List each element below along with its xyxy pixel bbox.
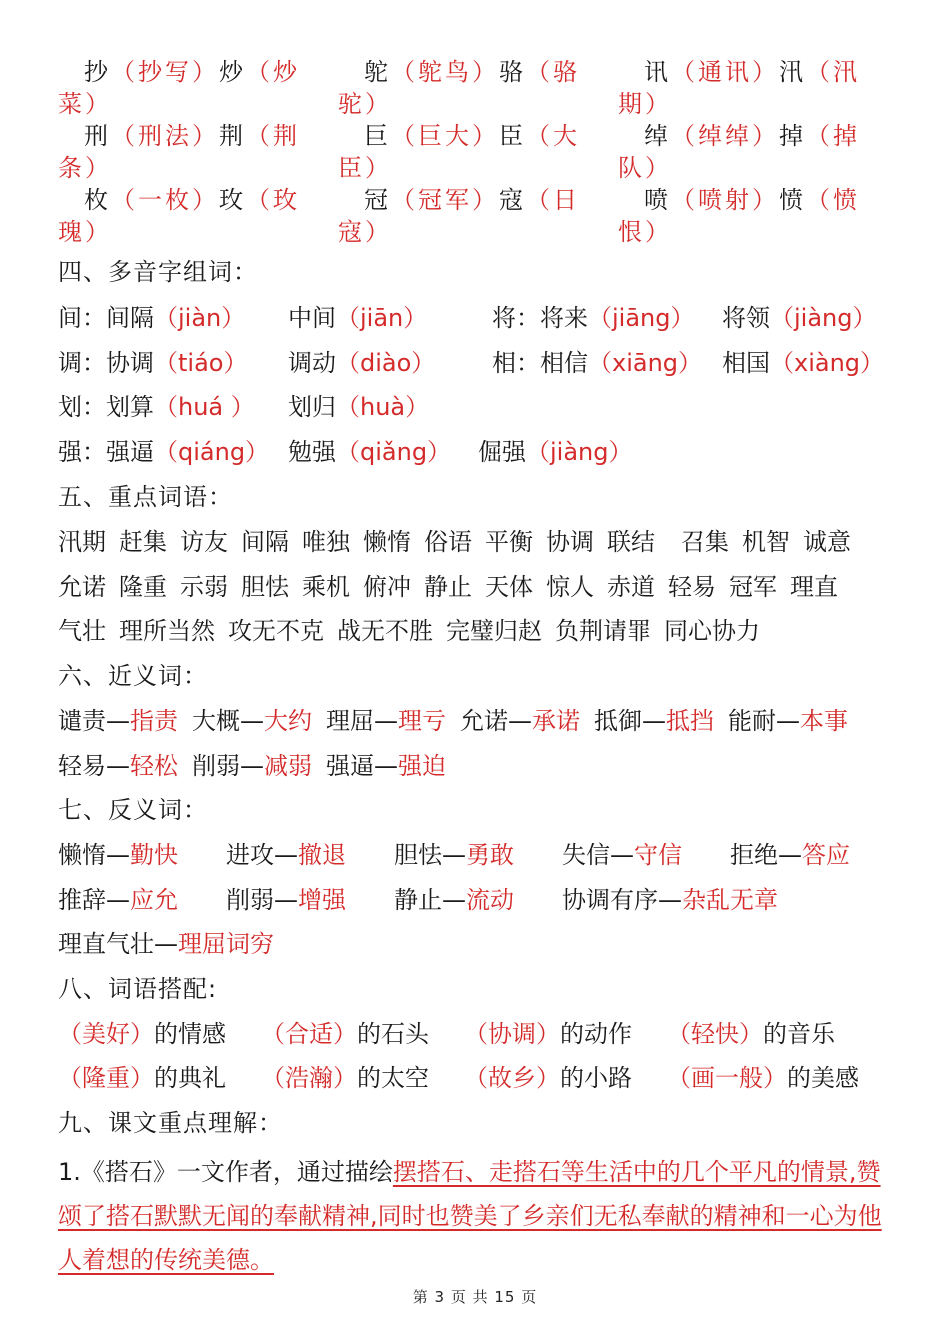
char-pair-cell: 绰（绰绰）掉（掉队） bbox=[618, 122, 860, 182]
char-pair-cell: 冠（冠军）寇（日寇） bbox=[338, 186, 580, 246]
understanding-paragraph: 1.《搭石》一文作者，通过描绘摆搭石、走搭石等生活中的几个平凡的情景,赞颂了搭石默默无闻的奉献精神,同时也赞美了乡亲们无私奉献的精神和一心为他人着想的传统美德。 bbox=[58, 1158, 882, 1274]
polyphonic-row: 调：协调（tiáo） 调动（diào） 相：相信（xiāng） 相国（xiàng） bbox=[58, 349, 885, 377]
antonym-line: 懒惰—勤快 进攻—撤退 胆怯—勇敢 失信—守信 拒绝—答应 bbox=[58, 841, 850, 869]
section-title-collocation: 八、词语搭配: bbox=[58, 975, 218, 1003]
char-pair-cell: 巨（巨大）臣（大臣） bbox=[338, 122, 580, 182]
page-number: 第 3 页 共 15 页 bbox=[412, 1288, 538, 1306]
char-pair-cell: 刑（刑法）荆（荆条） bbox=[58, 122, 300, 182]
synonym-line: 谴责—指责 大概—大约 理屈—理亏 允诺—承诺 抵御—抵挡 能耐—本事 bbox=[58, 707, 848, 735]
key-words-line: 气壮 理所当然 攻无不克 战无不胜 完璧归赵 负荆请罪 同心协力 bbox=[58, 617, 760, 645]
collocation-line: （隆重）的典礼 （浩瀚）的太空 （故乡）的小路 （画一般）的美感 bbox=[58, 1064, 859, 1092]
key-words-line: 汛期 赶集 访友 间隔 唯独 懒惰 俗语 平衡 协调 联结 召集 机智 诚意 bbox=[58, 528, 851, 556]
char-pair-cell: 抄（抄写）炒（炒菜） bbox=[58, 58, 300, 118]
underlined-answer: 摆搭石、走搭石等生活中的几个平凡的情景,赞颂了搭石默默无闻的奉献精神,同时也赞美了乡亲们无私奉献的精神和一心为他人着想的传统美德。 bbox=[58, 1158, 882, 1274]
antonym-line: 推辞—应允 削弱—增强 静止—流动 协调有序—杂乱无章 bbox=[58, 886, 778, 914]
section-title-synonyms: 六、近义词： bbox=[58, 662, 208, 690]
grid-row bbox=[58, 120, 898, 184]
section-title-antonyms: 七、反义词： bbox=[58, 796, 208, 824]
section-title-text-understanding: 九、课文重点理解： bbox=[58, 1109, 283, 1137]
char-pair-cell: 喷（喷射）愤（愤恨） bbox=[618, 186, 860, 246]
char-pair-cell: 鸵（鸵鸟）骆（骆驼） bbox=[338, 58, 580, 118]
grid-row bbox=[58, 56, 898, 120]
character-pairs-grid bbox=[58, 56, 898, 248]
antonym-line: 理直气壮—理屈词穷 bbox=[58, 930, 274, 958]
polyphonic-row: 强：强逼（qiáng） 勉强（qiǎng） 倔强（jiàng） bbox=[58, 438, 633, 466]
char-pair-cell: 讯（通讯）汛（汛期） bbox=[618, 58, 860, 118]
synonym-line: 轻易—轻松 削弱—减弱 强逼—强迫 bbox=[58, 752, 446, 780]
char-pair-cell: 枚（一枚）玫（玫瑰） bbox=[58, 186, 300, 246]
polyphonic-row: 划：划算（huá ） 划归（huà） bbox=[58, 393, 430, 421]
section-title-polyphonic: 四、多音字组词： bbox=[58, 258, 258, 286]
section-title-key-words: 五、重点词语： bbox=[58, 483, 233, 511]
polyphonic-row: 间：间隔（jiàn） 中间（jiān） 将：将来（jiāng） 将领（jiàng） bbox=[58, 304, 877, 332]
key-words-line: 允诺 隆重 示弱 胆怯 乘机 俯冲 静止 天体 惊人 赤道 轻易 冠军 理直 bbox=[58, 573, 838, 601]
grid-row bbox=[58, 184, 898, 248]
collocation-line: （美好）的情感 （合适）的石头 （协调）的动作 （轻快）的音乐 bbox=[58, 1020, 835, 1048]
